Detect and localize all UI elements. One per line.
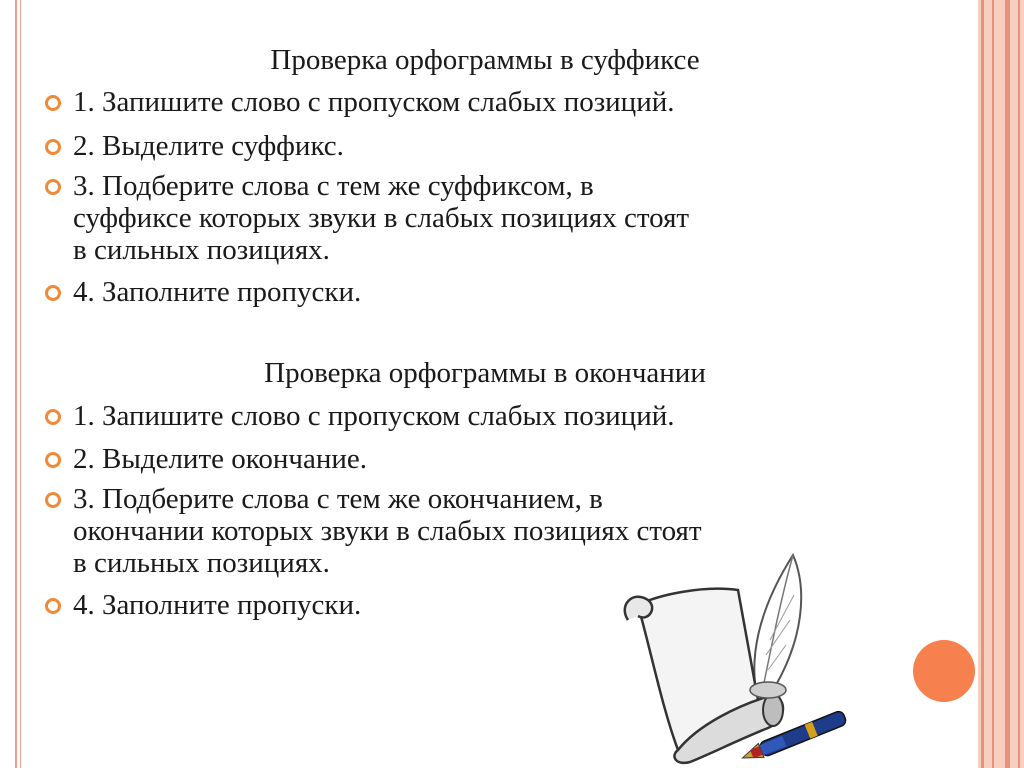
- bullet-icon: [45, 452, 61, 468]
- scroll-quill-pen-icon: [608, 550, 848, 768]
- bullet-icon: [45, 285, 61, 301]
- list-item-text: 2. Выделите суффикс.: [73, 130, 344, 162]
- list-item: [73, 170, 953, 266]
- list-item: [73, 130, 953, 162]
- list-item-text: 4. Заполните пропуски.: [73, 276, 362, 308]
- section-title-suffix: Проверка орфограммы в суффиксе: [270, 44, 700, 76]
- list-item: [73, 443, 953, 475]
- bullet-icon: [45, 409, 61, 425]
- decorative-circle: [913, 640, 975, 702]
- bullet-icon: [45, 139, 61, 155]
- list-item-text: 2. Выделите окончание.: [73, 443, 367, 475]
- section-title-ending: Проверка орфограммы в окончании: [264, 357, 706, 389]
- list-item: [73, 86, 953, 118]
- right-stripe: [1018, 0, 1020, 768]
- right-stripe: [981, 0, 984, 768]
- bullet-icon: [45, 598, 61, 614]
- bullet-icon: [45, 95, 61, 111]
- list-item-line: в сильных позициях.: [73, 547, 330, 579]
- list-item: [73, 400, 953, 432]
- list-item-text: 1. Запишите слово с пропуском слабых позиций.: [73, 400, 675, 432]
- list-item-line: 3. Подберите слова с тем же суффиксом, в: [73, 170, 594, 202]
- right-stripe: [992, 0, 994, 768]
- list-item-line: 3. Подберите слова с тем же окончанием, в: [73, 483, 603, 515]
- list-item-text: 4. Заполните пропуски.: [73, 589, 362, 621]
- bullet-icon: [45, 179, 61, 195]
- list-item-line: суффиксе которых звуки в слабых позициях стоят: [73, 202, 690, 234]
- list-item-line: окончании которых звуки в слабых позициях стоят: [73, 515, 702, 547]
- list-item-line: в сильных позициях.: [73, 234, 330, 266]
- list-item-text: 1. Запишите слово с пропуском слабых позиций.: [73, 86, 675, 118]
- list-item: [73, 276, 953, 308]
- right-stripe: [1005, 0, 1010, 768]
- bullet-icon: [45, 492, 61, 508]
